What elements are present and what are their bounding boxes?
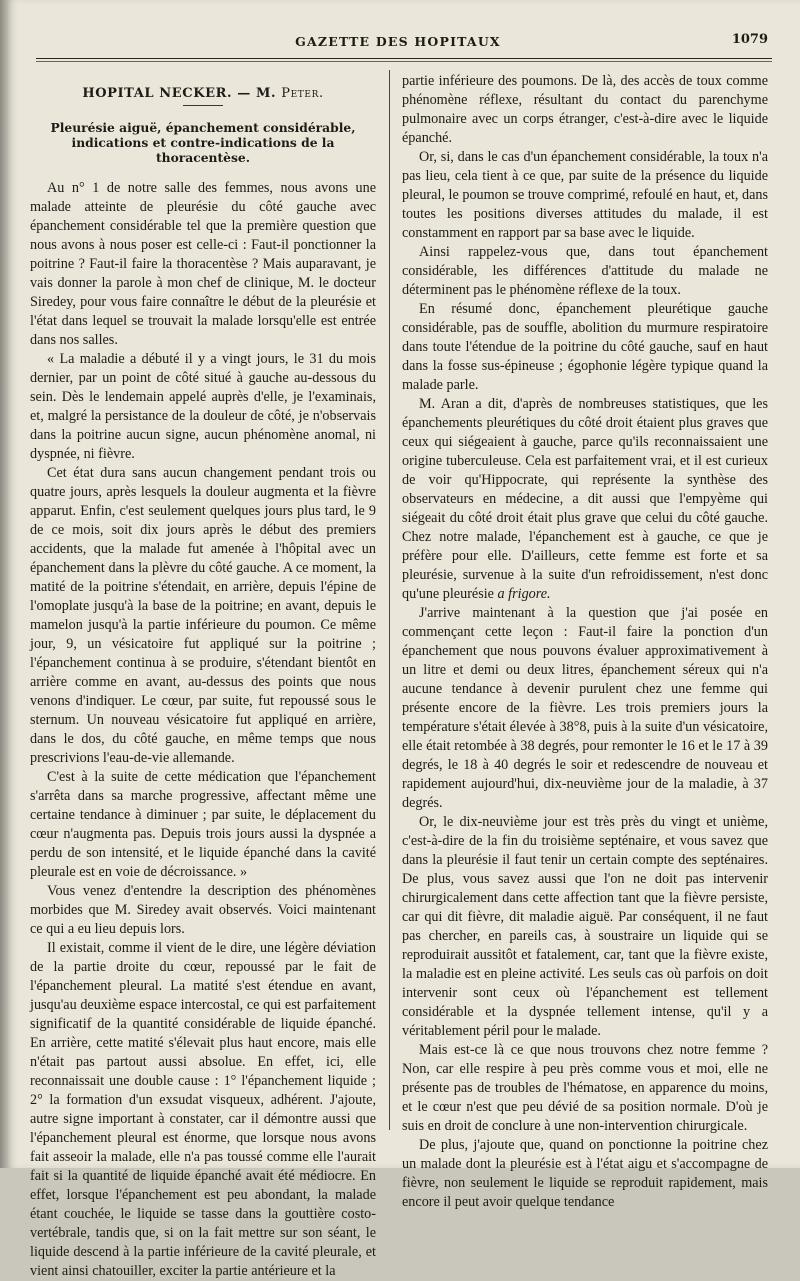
paragraph: Il existait, comme il vient de le dire, une légère déviation de la partie droite du cœur, repoussé par le fait de l'épanchement pleural. La matité s'est étendue en avant, jusqu'au deuxième espace intercostal, ce qui est parfaitement significatif de la quantité considérable de liquide épanché. En arrière, cette matité s'élevait plus haut encore, mais elle n'était pas partout aussi absolue. En effet, ici, elle reconnaissait une double cause : 1° l'épanchement liquide ; 2° la formation d'un exsudat visqueux, adhérent. J'ajoute, autre signe important à constater, car il démontre aussi que l'épanchement pleural est énorme, que lorsque nous avons fait asseoir la malade, elle n'a pas toussé comme elle l'aurait fait si la quantité de liquide épanché avait été médiocre. En effet, lorsque l'épanchement est peu abondant, la malade étant couchée, le liquide se tasse dans la gouttière costo-vertébrale, tandis que, si on la fait mettre sur son séant, le liquide descend à la partie inférieure de la cavité pleurale, et vient ainsi chatouiller, exciter la partie antérieure et la	[30, 940, 376, 1279]
paragraph: En résumé donc, épanchement pleurétique gauche considérable, pas de souffle, abolition du murmure respiratoire dans toute l'étendue de la poitrine du côté gauche, sauf en haut dans la fosse sus-épineuse ; égophonie légère typique quand la malade parle.	[402, 301, 768, 393]
column-divider	[389, 70, 390, 1130]
paragraph: Vous venez d'entendre la description des phénomènes morbides que M. Siredey avait observés. Voici maintenant ce qui a eu lieu depuis lors.	[30, 883, 376, 937]
journal-title: GAZETTE DES HOPITAUX	[295, 34, 501, 49]
italic-phrase: a frigore.	[497, 586, 551, 602]
paragraph: De plus, j'ajoute que, quand on ponctionne la poitrine chez un malade dont la pleurésie est à l'état aigu et s'accompagne de fièvre, non seulement le liquide se reproduit rapidement, mais encore il peut avoir quelque tendance	[402, 1137, 768, 1210]
paragraph-text: M. Aran a dit, d'après de nombreuses statistiques, que les épanchements pleurétiques du côté droit étaient plus graves que ceux qui siégeaient à gauche, parce qu'ils reconnaissaient une origine tuberculeuse. Cela est parfaitement vrai, et il est curieux de voir qu'Hippocrate, qui représente la synthèse des observateurs en médecine, a dit aussi que l'empyème qui siégeait du côté droit était plus grave que celui du côté gauche. Chez notre malade, l'épanchement est à gauche, ce que je préfère pour elle. D'ailleurs, cette femme est forte et sa pleurésie, survenue à la suite d'un refroidissement, n'est donc qu'une pleurésie	[402, 396, 768, 602]
author-prefix: — M.	[232, 86, 277, 101]
newspaper-page	[8, 0, 800, 1279]
header-rule	[36, 58, 772, 59]
right-column	[402, 72, 768, 1212]
running-header	[28, 30, 768, 54]
page-number: 1079	[731, 32, 768, 47]
paragraph: Cet état dura sans aucun changement pendant trois ou quatre jours, après lesquels la douleur augmenta et la fièvre apparut. Enfin, c'est seulement quelques jours plus tard, le 9 de ce mois, soit dix jours après le début des premiers accidents, que la malade fut amenée à l'hôpital avec un épanchement dans la plèvre du côté gauche. A ce moment, la matité de la poitrine s'étendait, en arrière, depuis l'épine de l'omoplate jusqu'à la base de la poitrine; en avant, depuis le mamelon jusqu'à la partie inférieure du poumon. Ce même jour, 9, un vésicatoire fut appliqué sur la poitrine ; l'épanchement continua à se produire, s'étendant bientôt en arrière comme en avant, au-dessus des points que nous venons d'indiquer. Le cœur, par suite, fut repoussé sous le sternum. Un nouveau vésicatoire fut appliqué en arrière, dans le dos, du côté gauche, en même temps que nous prescrivions l'eau-de-vie allemande.	[30, 465, 376, 766]
paragraph-continuation: partie inférieure des poumons. De là, des accès de toux comme phénomène réflexe, résultant du contact du parenchyme pulmonaire avec un corps étranger, c'est-à-dire avec le liquide épanché.	[402, 73, 768, 146]
paragraph: « La maladie a débuté il y a vingt jours, le 31 du mois dernier, par un point de côté situé à gauche au-dessous du sein. Dès le lendemain appelé auprès d'elle, je l'examinais, et, malgré la persistance de la douleur de côté, je n'observais dans la poitrine aucun signe, aucun phénomène anomal, ni dyspnée, ni fièvre.	[30, 351, 376, 462]
left-column	[30, 72, 376, 1281]
header-rule-secondary	[36, 61, 772, 62]
section-divider	[183, 105, 223, 106]
paragraph	[402, 395, 768, 604]
book-spine-shadow	[0, 0, 8, 1168]
paragraph: Or, si, dans le cas d'un épanchement considérable, la toux n'a pas lieu, cela tient à ce que, par suite de la présence du liquide pleural, le poumon se trouve comprimé, refoulé en haut, et, dans toutes les positions diverses attitudes du malade, il est constamment en rapport par sa base avec le liquide.	[402, 149, 768, 241]
author-name: Peter.	[281, 86, 324, 101]
paragraph: Or, le dix-neuvième jour est très près du vingt et unième, c'est-à-dire de la fin du troisième septénaire, et vous savez que dans la pleurésie il faut tenir un certain compte des septénaires. De plus, vous savez aussi que l'on ne doit pas intervenir chirurgicalement dans cette affection tant que la fièvre persiste, car qui dit fièvre, dit maladie aiguë. Par conséquent, il ne faut pas chercher, en pareils cas, à soustraire un liquide qui se reproduirait aussitôt et fatalement, car, tant que la fièvre existe, la maladie est en pleine activité. Les seuls cas où parfois on doit intervenir sont ceux où l'épanchement est tellement considérable et la dyspnée tellement intense, qu'il y a véritablement péril pour le malade.	[402, 814, 768, 1039]
paragraph: Mais est-ce là ce que nous trouvons chez notre femme ? Non, car elle respire à peu près comme vous et moi, elle ne présente pas de troubles de l'hématose, en apparence du moins, et le cœur n'est que peu dévié de sa position normale. D'où je suis en droit de conclure à une non-intervention chirurgicale.	[402, 1042, 768, 1134]
paragraph: J'arrive maintenant à la question que j'ai posée en commençant cette leçon : Faut-il faire la ponction d'un épanchement que nous pouvons évaluer approximativement à un litre et demi ou deux litres, épanchement séreux qui n'a aucune tendance à devenir purulent chez une femme qui présente encore de la fièvre. Les trois premiers jours la température s'était élevée à 38°8, puis à la suite d'un vésicatoire, elle était retombée à 38 degrés, pour remonter le 16 et le 17 à 39 degrés, le 18 à 40 degrés le soir et redescendre de nouveau et rapidement aujourd'hui, dix-neuvième jour de la maladie, à 37 degrés.	[402, 605, 768, 811]
paragraph: Ainsi rappelez-vous que, dans tout épanchement considérable, les différences d'attitude du malade ne déterminent pas le phénomène réflexe de la toux.	[402, 244, 768, 298]
hospital-name: HOPITAL NECKER.	[82, 86, 233, 101]
paragraph: Au n° 1 de notre salle des femmes, nous avons une malade atteinte de pleurésie du côté gauche avec épanchement considérable tel que la première question que nous avons à nous poser est celle-ci : Faut-il ponctionner la poitrine ? Faut-il faire la thoracentèse ? Mais auparavant, je vais donner la parole à mon chef de clinique, M. le docteur Siredey, pour vous faire connaître le début de la pleurésie et l'état dans lequel se trouvait la malade lorsqu'elle est entrée dans nos salles.	[30, 180, 376, 348]
section-heading	[30, 84, 376, 103]
paragraph: C'est à la suite de cette médication que l'épanchement s'arrêta dans sa marche progressive, affectant même une certaine tendance à diminuer ; par suite, le déplacement du cœur n'augmenta pas. Depuis trois jours aussi la dyspnée a perdu de son intensité, et le liquide épanché dans la cavité pleurale est en voie de décroissance. »	[30, 769, 376, 880]
article-title: Pleurésie aiguë, épanchement considérable, indications et contre-indications de la thoracentèse.	[50, 120, 356, 165]
